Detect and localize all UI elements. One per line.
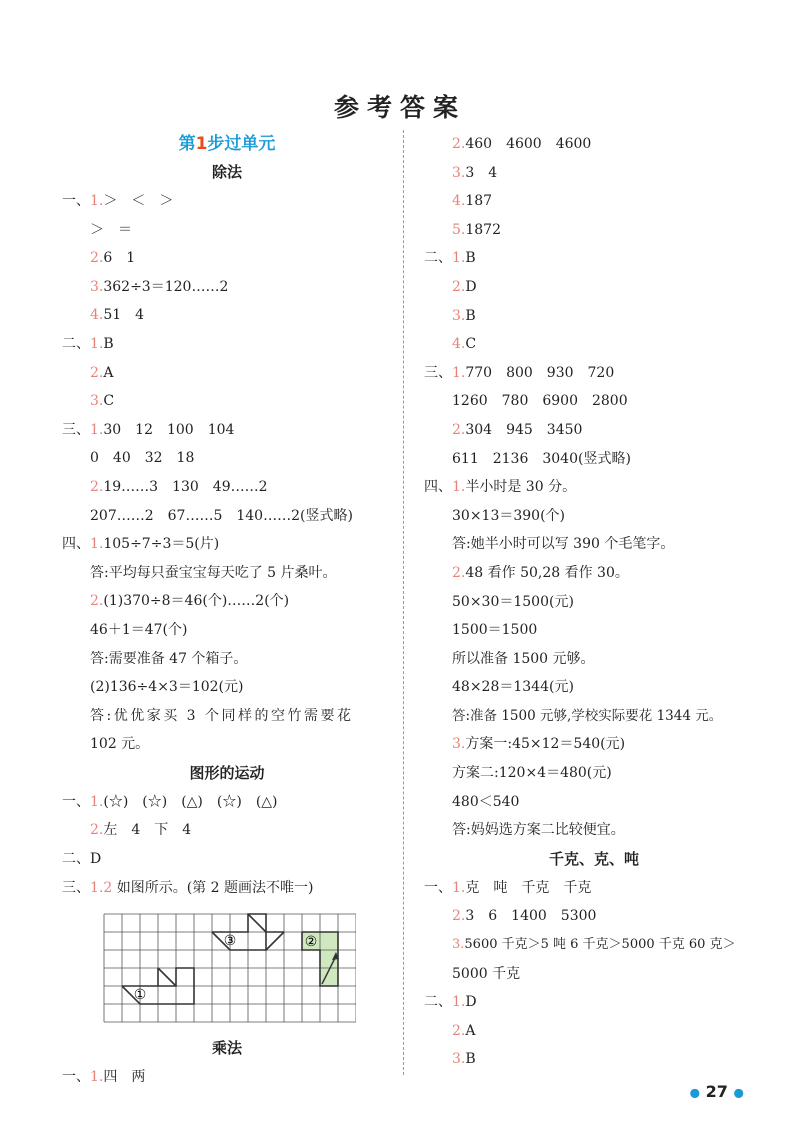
- label-1: ①: [133, 987, 147, 1004]
- answer-line: 三、1.770 800 930 720: [424, 364, 615, 381]
- answer-line: 2.460 4600 4600: [452, 136, 592, 152]
- answer-line: 一、1.克 吨 千克 千克: [424, 879, 592, 896]
- answer-line: 480＜540: [452, 793, 520, 810]
- answer-line: 207……2 67……5 140……2(竖式略): [90, 507, 353, 524]
- answer-line: 5.1872: [452, 221, 501, 238]
- section-heading-multiplication: 乘法: [211, 1039, 242, 1058]
- unit-heading: 第1步过单元: [178, 134, 276, 154]
- shape-1-edge: [158, 968, 176, 986]
- answer-line: (2)136÷4×3＝102(元): [90, 679, 244, 696]
- answer-line: 2.A: [452, 1022, 476, 1039]
- answer-line: 二、1.D: [424, 994, 477, 1011]
- answer-line: 2.3 6 1400 5300: [452, 908, 597, 925]
- answer-line: 46＋1＝47(个): [90, 621, 188, 638]
- answer-line: 2.19……3 130 49……2: [90, 478, 268, 495]
- section-heading-mass: 千克、克、吨: [548, 849, 639, 868]
- answer-line: 三、1.2 如图所示。(第 2 题画法不唯一): [62, 879, 314, 896]
- page-number: ● 27 ●: [689, 1082, 744, 1101]
- grid-figure: [62, 902, 392, 1034]
- answer-line: 答:准备 1500 元够,学校实际要花 1344 元。: [452, 707, 723, 724]
- label-2: ②: [304, 934, 318, 951]
- column-divider: [403, 130, 404, 1075]
- grid-lines: [104, 914, 356, 1022]
- answer-line: 48×28＝1344(元): [452, 679, 574, 696]
- answer-line: 5000 千克: [452, 965, 521, 982]
- section-heading-division: 除法: [211, 163, 242, 181]
- answer-line: 4.187: [452, 193, 493, 210]
- answer-line: 一、1.(☆) (☆) (△) (☆) (△): [62, 793, 278, 810]
- answer-line: 答:优优家买 3 个同样的空竹需要花: [90, 707, 354, 724]
- answer-line: 1500＝1500: [452, 622, 538, 639]
- answer-line: 2.左 4 下 4: [90, 822, 192, 839]
- answer-line: 2.(1)370÷8＝46(个)……2(个): [90, 593, 290, 610]
- answer-line: 答:妈妈选方案二比较便宜。: [452, 822, 625, 839]
- answer-line: 2.A: [90, 364, 114, 381]
- shape-3-edge: [266, 932, 284, 950]
- answer-line: 4.51 4: [90, 307, 145, 324]
- shape-3-edge: [248, 914, 266, 932]
- answer-line: 答:平均每只蚕宝宝每天吃了 5 片桑叶。: [90, 564, 337, 581]
- answer-line: 三、1.30 12 100 104: [62, 421, 235, 438]
- answer-line: 2.D: [452, 278, 477, 295]
- answer-line: 3.B: [452, 1051, 476, 1068]
- answer-line: 方案二:120×4＝480(元): [452, 765, 612, 782]
- answer-line: 0 40 32 18: [90, 450, 195, 467]
- answer-line: 3.362÷3＝120……2: [90, 278, 229, 295]
- answer-line: 答:需要准备 47 个箱子。: [90, 650, 248, 667]
- answer-line: 3.3 4: [452, 164, 498, 181]
- answer-line: 四、1.半小时是 30 分。: [424, 479, 577, 496]
- answer-line: 4.C: [452, 336, 477, 353]
- grid-figure-svg: [100, 912, 356, 1024]
- answer-line: 二、D: [62, 851, 102, 868]
- section-heading-transformation: 图形的运动: [189, 763, 265, 782]
- answer-line: 3.B: [452, 307, 476, 324]
- label-3: ③: [223, 933, 237, 950]
- answer-line: 50×30＝1500(元): [452, 593, 574, 610]
- page-title: 参考答案: [333, 93, 466, 122]
- left-column: [62, 130, 392, 1092]
- answer-line: 3.C: [90, 393, 115, 410]
- answer-line: 一、1.＞ ＜ ＞: [62, 193, 174, 209]
- answer-line: 2.6 1: [90, 250, 136, 267]
- answer-line: 所以准备 1500 元够。: [452, 650, 595, 667]
- answer-line: 3.方案一:45×12＝540(元): [452, 736, 626, 753]
- answer-line: ＞ ＝: [90, 221, 132, 238]
- answer-line: 30×13＝390(个): [452, 507, 566, 524]
- answer-line: 1260 780 6900 2800: [452, 393, 628, 410]
- right-column: [424, 130, 764, 1074]
- answer-line: 611 2136 3040(竖式略): [452, 450, 631, 467]
- answer-line: 四、1.105÷7÷3＝5(片): [62, 536, 220, 553]
- answer-line: 一、1.四 两: [62, 1069, 146, 1086]
- answer-line: 3.5600 千克＞5 吨 6 千克＞5000 千克 60 克＞: [452, 937, 736, 953]
- answer-line: 2.304 945 3450: [452, 421, 583, 438]
- answer-line: 102 元。: [90, 736, 150, 753]
- answer-line: 2.48 看作 50,28 看作 30。: [452, 564, 629, 581]
- answer-line: 答:她半小时可以写 390 个毛笔字。: [452, 536, 675, 553]
- answer-line: 二、1.B: [424, 250, 476, 267]
- answer-line: 二、1.B: [62, 335, 114, 352]
